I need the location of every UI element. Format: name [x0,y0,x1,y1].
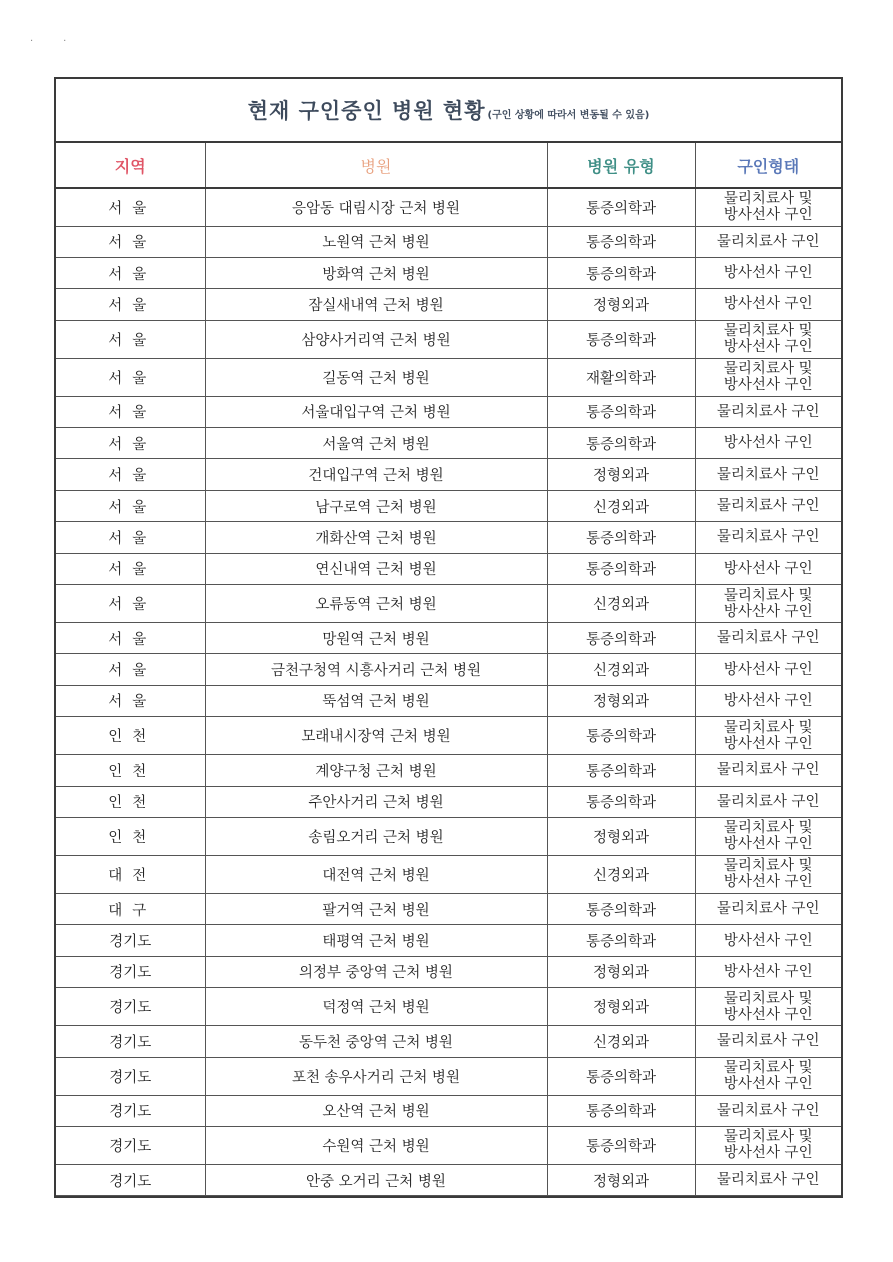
cell-hospital-type: 신경외과 [547,490,695,521]
recruit-line: 방사선사 구인 [723,296,813,313]
cell-recruit-type [695,320,841,358]
cell-region: 경기도 [56,1126,205,1164]
table-row [56,522,841,553]
cell-region: 서울 [56,623,205,654]
recruit-line: 물리치료사 구인 [716,403,820,420]
page-title: 현재 구인중인 병원 현황 [247,99,486,123]
recruit-line: 방사선사 구인 [723,435,813,452]
recruit-line: 물리치료사 구인 [716,498,820,515]
recruit-line: 물리치료사 및 [723,719,813,736]
recruit-line: 물리치료사 구인 [716,1102,820,1119]
table-row [56,459,841,490]
cell-hospital: 안중 오거리 근처 병원 [205,1164,547,1195]
cell-hospital: 태평역 근처 병원 [205,925,547,956]
table-row [56,654,841,685]
recruit-line: 물리치료사 구인 [716,233,820,250]
cell-recruit-type [695,358,841,396]
recruit-line: 방사선사 구인 [723,836,813,853]
table-row [56,925,841,956]
cell-hospital: 남구로역 근처 병원 [205,490,547,521]
cell-hospital: 오류동역 근처 병원 [205,585,547,623]
cell-recruit-type [695,257,841,288]
cell-recruit-type [695,188,841,226]
cell-hospital-type: 통증의학과 [547,553,695,584]
recruit-line: 방사산사 구인 [723,603,813,620]
cell-hospital-type: 통증의학과 [547,188,695,226]
cell-recruit-type [695,459,841,490]
cell-recruit-type [695,925,841,956]
table-row [56,1126,841,1164]
cell-recruit-type [695,755,841,786]
table-row [56,490,841,521]
table-row [56,320,841,358]
recruit-line: 방사선사 구인 [723,932,813,949]
recruit-line: 물리치료사 구인 [716,762,820,779]
cell-recruit-type [695,289,841,320]
cell-recruit-type [695,585,841,623]
cell-hospital: 서울역 근처 병원 [205,428,547,459]
recruit-line: 방사선사 구인 [723,377,813,394]
cell-recruit-type [695,685,841,716]
recruit-line: 물리치료사 구인 [716,466,820,483]
recruit-line: 방사선사 구인 [723,339,813,356]
cell-hospital: 포천 송우사거리 근처 병원 [205,1057,547,1095]
cell-region: 서울 [56,358,205,396]
table-row [56,1026,841,1057]
cell-hospital-type: 정형외과 [547,817,695,855]
cell-hospital-type: 통증의학과 [547,717,695,755]
cell-region: 서울 [56,289,205,320]
recruit-line: 방사선사 구인 [723,1006,813,1023]
cell-hospital-type: 신경외과 [547,585,695,623]
cell-hospital: 건대입구역 근처 병원 [205,459,547,490]
recruit-line: 물리치료사 및 [723,191,813,208]
recruit-line: 물리치료사 구인 [716,1172,820,1189]
cell-hospital: 길동역 근처 병원 [205,358,547,396]
cell-hospital: 망원역 근처 병원 [205,623,547,654]
cell-recruit-type [695,396,841,427]
cell-hospital: 서울대입구역 근처 병원 [205,396,547,427]
cell-hospital: 뚝섬역 근처 병원 [205,685,547,716]
recruit-line: 물리치료사 구인 [716,630,820,647]
cell-region: 경기도 [56,1026,205,1057]
recruit-line: 물리치료사 구인 [716,793,820,810]
recruit-line: 방사선사 구인 [723,874,813,891]
cell-hospital: 개화산역 근처 병원 [205,522,547,553]
cell-region: 인천 [56,817,205,855]
scan-specks: ·· [30,36,97,47]
cell-region: 서울 [56,459,205,490]
cell-hospital-type: 통증의학과 [547,1126,695,1164]
cell-hospital-type: 신경외과 [547,654,695,685]
cell-hospital-type: 통증의학과 [547,428,695,459]
cell-region: 서울 [56,585,205,623]
cell-region: 서울 [56,428,205,459]
table-row [56,396,841,427]
cell-hospital-type: 통증의학과 [547,893,695,924]
cell-recruit-type [695,1126,841,1164]
cell-recruit-type [695,893,841,924]
cell-recruit-type [695,522,841,553]
recruit-line: 물리치료사 및 [723,361,813,378]
table-row [56,786,841,817]
cell-hospital: 의정부 중앙역 근처 병원 [205,956,547,987]
cell-region: 서울 [56,654,205,685]
table-row [56,553,841,584]
cell-recruit-type [695,956,841,987]
cell-hospital-type: 통증의학과 [547,623,695,654]
recruit-line: 물리치료사 및 [723,820,813,837]
table-row [56,817,841,855]
cell-recruit-type [695,786,841,817]
cell-region: 경기도 [56,956,205,987]
recruit-line: 물리치료사 구인 [716,529,820,546]
cell-region: 경기도 [56,1164,205,1195]
recruit-line: 방사선사 구인 [723,692,813,709]
cell-recruit-type [695,654,841,685]
cell-recruit-type [695,1057,841,1095]
cell-hospital-type: 통증의학과 [547,786,695,817]
column-header-region: 지역 [56,143,205,188]
table-row [56,988,841,1026]
cell-recruit-type [695,553,841,584]
cell-region: 대전 [56,855,205,893]
cell-hospital: 동두천 중앙역 근처 병원 [205,1026,547,1057]
cell-hospital: 삼양사거리역 근처 병원 [205,320,547,358]
cell-recruit-type [695,428,841,459]
cell-hospital-type: 정형외과 [547,988,695,1026]
cell-hospital: 팔거역 근처 병원 [205,893,547,924]
cell-hospital: 응암동 대림시장 근처 병원 [205,188,547,226]
cell-hospital-type: 통증의학과 [547,320,695,358]
recruit-line: 방사선사 구인 [723,661,813,678]
cell-hospital: 모래내시장역 근처 병원 [205,717,547,755]
column-header-hospital: 병원 [205,143,547,188]
recruit-line: 물리치료사 및 [723,858,813,875]
cell-region: 서울 [56,685,205,716]
cell-hospital-type: 정형외과 [547,459,695,490]
cell-region: 서울 [56,257,205,288]
table-row [56,257,841,288]
cell-region: 대구 [56,893,205,924]
cell-recruit-type [695,855,841,893]
header-row [56,143,841,188]
cell-recruit-type [695,490,841,521]
cell-region: 서울 [56,553,205,584]
cell-hospital: 오산역 근처 병원 [205,1095,547,1126]
recruit-line: 물리치료사 및 [723,587,813,604]
recruit-line: 물리치료사 구인 [716,901,820,918]
cell-region: 인천 [56,786,205,817]
cell-region: 서울 [56,226,205,257]
cell-region: 서울 [56,396,205,427]
cell-recruit-type [695,226,841,257]
cell-hospital: 주안사거리 근처 병원 [205,786,547,817]
cell-hospital-type: 정형외과 [547,956,695,987]
cell-hospital-type: 통증의학과 [547,396,695,427]
table-row [56,1057,841,1095]
cell-region: 서울 [56,522,205,553]
cell-recruit-type [695,717,841,755]
recruit-line: 방사선사 구인 [723,207,813,224]
cell-hospital-type: 통증의학과 [547,226,695,257]
cell-hospital-type: 정형외과 [547,685,695,716]
table-row [56,1164,841,1195]
cell-hospital-type: 재활의학과 [547,358,695,396]
table-row [56,428,841,459]
cell-region: 경기도 [56,988,205,1026]
cell-region: 인천 [56,755,205,786]
column-header-recruit: 구인형태 [695,143,841,188]
cell-hospital: 대전역 근처 병원 [205,855,547,893]
cell-hospital: 연신내역 근처 병원 [205,553,547,584]
recruit-line: 물리치료사 구인 [716,1033,820,1050]
recruit-line: 물리치료사 및 [723,323,813,340]
recruit-line: 물리치료사 및 [723,1129,813,1146]
hospital-table [56,143,841,1196]
cell-hospital: 금천구청역 시흥사거리 근처 병원 [205,654,547,685]
recruit-line: 방사선사 구인 [723,265,813,282]
cell-recruit-type [695,1164,841,1195]
column-header-type: 병원 유형 [547,143,695,188]
cell-region: 경기도 [56,1057,205,1095]
cell-hospital: 수원역 근처 병원 [205,1126,547,1164]
cell-hospital-type: 정형외과 [547,289,695,320]
cell-region: 서울 [56,320,205,358]
table-row [56,289,841,320]
recruit-line: 물리치료사 및 [723,990,813,1007]
recruit-line: 방사선사 구인 [723,963,813,980]
cell-hospital: 노원역 근처 병원 [205,226,547,257]
cell-hospital: 계양구청 근처 병원 [205,755,547,786]
table-row [56,755,841,786]
cell-hospital-type: 통증의학과 [547,257,695,288]
recruit-line: 방사선사 구인 [723,1076,813,1093]
title-note: (구인 상황에 따라서 변동될 수 있음) [487,109,650,121]
cell-hospital-type: 통증의학과 [547,925,695,956]
cell-recruit-type [695,1026,841,1057]
cell-recruit-type [695,623,841,654]
cell-hospital-type: 통증의학과 [547,1057,695,1095]
cell-recruit-type [695,1095,841,1126]
table-row [56,358,841,396]
cell-hospital: 잠실새내역 근처 병원 [205,289,547,320]
cell-hospital-type: 신경외과 [547,855,695,893]
cell-region: 서울 [56,188,205,226]
table-row [56,717,841,755]
table-row [56,855,841,893]
table-row [56,623,841,654]
cell-hospital: 송림오거리 근처 병원 [205,817,547,855]
cell-recruit-type [695,988,841,1026]
table-row [56,956,841,987]
cell-hospital-type: 통증의학과 [547,755,695,786]
recruit-line: 방사선사 구인 [723,560,813,577]
recruit-line: 방사선사 구인 [723,1145,813,1162]
cell-hospital-type: 정형외과 [547,1164,695,1195]
title-bar [56,79,841,143]
cell-hospital-type: 통증의학과 [547,522,695,553]
table-row [56,1095,841,1126]
hospital-recruitment-sheet [54,77,843,1198]
cell-hospital: 방화역 근처 병원 [205,257,547,288]
table-row [56,685,841,716]
table-row [56,188,841,226]
cell-recruit-type [695,817,841,855]
cell-region: 경기도 [56,925,205,956]
recruit-line: 방사선사 구인 [723,735,813,752]
table-row [56,893,841,924]
recruit-line: 물리치료사 및 [723,1060,813,1077]
cell-region: 경기도 [56,1095,205,1126]
cell-hospital-type: 신경외과 [547,1026,695,1057]
cell-region: 서울 [56,490,205,521]
table-row [56,226,841,257]
cell-hospital-type: 통증의학과 [547,1095,695,1126]
table-row [56,585,841,623]
cell-hospital: 덕정역 근처 병원 [205,988,547,1026]
cell-region: 인천 [56,717,205,755]
